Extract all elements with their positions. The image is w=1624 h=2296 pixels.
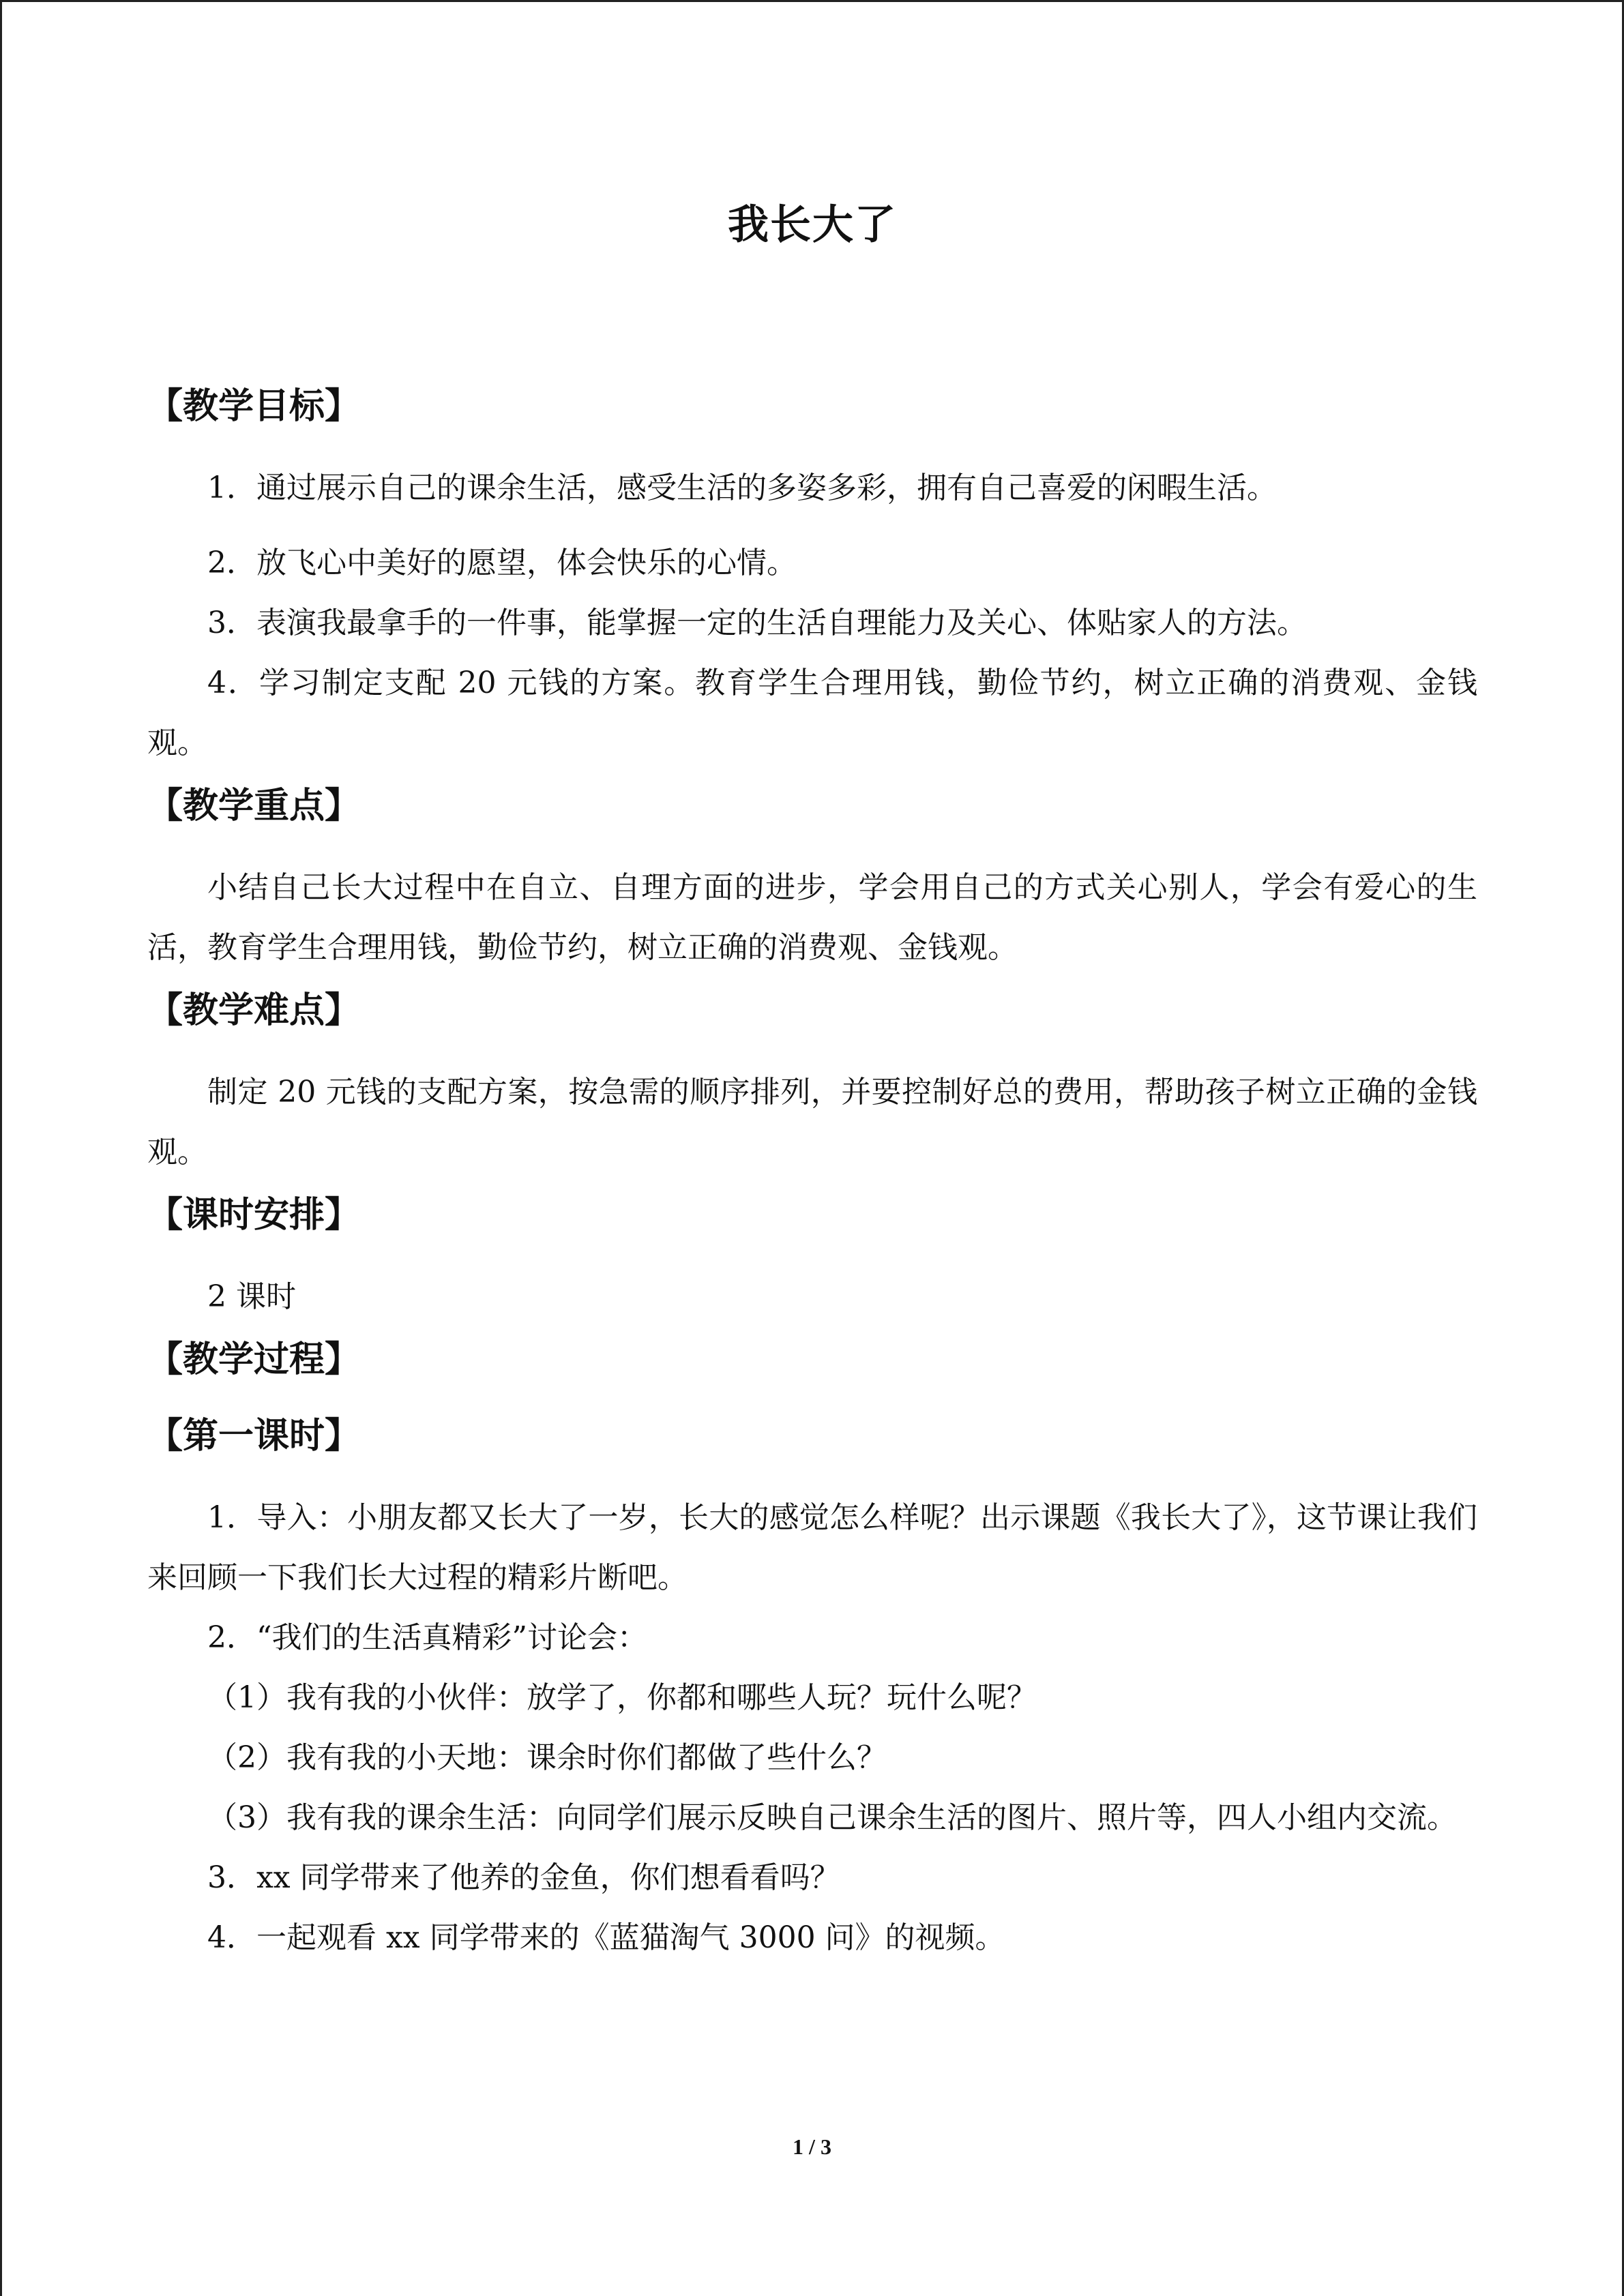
objective-item-2: 2．放飞心中美好的愿望，体会快乐的心情。 bbox=[207, 546, 797, 580]
objective-item-3: 3．表演我最拿手的一件事，能掌握一定的生活自理能力及关心、体贴家人的方法。 bbox=[207, 606, 1307, 640]
lesson-substep-1: （1）我有我的小伙伴：放学了，你都和哪些人玩？玩什么呢？ bbox=[207, 1680, 1037, 1715]
key-points-text: 小结自己长大过程中在自立、自理方面的进步，学会用自己的方式关心别人，学会有爱心的生活，教育学生合理用钱，勤俭节约，树立正确的消费观、金钱观。 bbox=[147, 870, 1477, 965]
section-heading-difficulties: 【教学难点】 bbox=[147, 990, 361, 1031]
section-heading-objectives: 【教学目标】 bbox=[147, 386, 361, 427]
document-title: 我长大了 bbox=[728, 201, 897, 249]
section-heading-first-lesson: 【第一课时】 bbox=[147, 1416, 361, 1457]
lesson-step-3: 3．xx 同学带来了他养的金鱼，你们想看看吗？ bbox=[207, 1860, 840, 1895]
lesson-step-1: 1．导入：小朋友都又长大了一岁，长大的感觉怎么样呢？出示课题《我长大了》，这节课让我们来回顾一下我们长大过程的精彩片断吧。 bbox=[147, 1500, 1477, 1595]
schedule-text: 2 课时 bbox=[207, 1279, 296, 1314]
section-heading-process: 【教学过程】 bbox=[147, 1339, 361, 1380]
lesson-step-4: 4．一起观看 xx 同学带来的《蓝猫淘气 3000 问》的视频。 bbox=[207, 1920, 1005, 1955]
section-heading-key-points: 【教学重点】 bbox=[147, 786, 361, 826]
difficulties-text: 制定 20 元钱的支配方案，按急需的顺序排列，并要控制好总的费用，帮助孩子树立正确的金钱观。 bbox=[147, 1075, 1477, 1169]
lesson-step-2: 2．“我们的生活真精彩”讨论会： bbox=[207, 1620, 647, 1655]
document-body bbox=[147, 201, 1477, 1968]
lesson-substep-2: （2）我有我的小天地：课余时你们都做了些什么？ bbox=[207, 1740, 887, 1775]
objective-item-4: 4．学习制定支配 20 元钱的方案。教育学生合理用钱，勤俭节约，树立正确的消费观、金钱观。 bbox=[147, 666, 1477, 760]
section-heading-schedule: 【课时安排】 bbox=[147, 1195, 361, 1236]
lesson-substep-3: （3）我有我的课余生活：向同学们展示反映自己课余生活的图片、照片等，四人小组内交流。 bbox=[207, 1800, 1457, 1835]
objective-item-1: 1．通过展示自己的课余生活，感受生活的多姿多彩，拥有自己喜爱的闲暇生活。 bbox=[207, 471, 1277, 505]
page-number: 1 / 3 bbox=[793, 2134, 831, 2159]
